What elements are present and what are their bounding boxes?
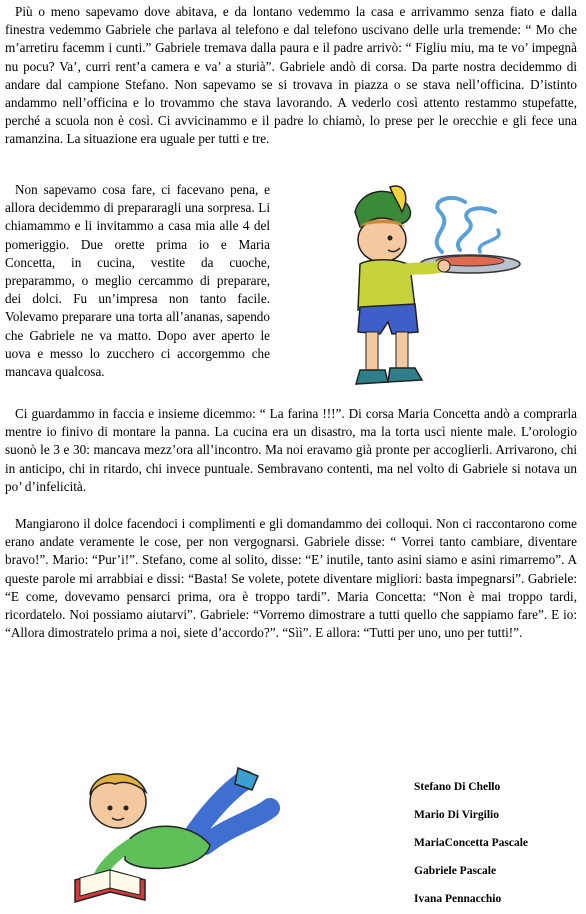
boy-with-plate-illustration <box>330 182 525 400</box>
story-paragraph-4: Mangiarono il dolce facendoci i complimenti e gli domandammo dei colloqui. Non ci raccontarono come erano andate veramente le cose, per non vergognarsi. Gabriele disse: “ Vorrei tanto cambiare, diventare bravo!”. Mario: “Pur’i!”. Stefano, come al solito, disse: “E’ inutile, tanto asini siamo e asini rimarremo”. A queste parole mi arrabbiai e dissi: “Basta! Se volete, potete diventare migliori: basta impegnarsi”. Gabriele: “E come, dovevamo pensarci prima, ora è troppo tardi”. Maria Concetta: “Non è mai troppo tardi, ricordatelo. Noi possiamo aiutarvi”. Gabriele: “Vorremo dimostrare a tutti quello che sappiamo fare”. E io: “Allora dimostratelo prima a noi, siete d’accordo?”. “Sìì”. E allora: “Tutti per uno, uno per tutti!”. <box>5 516 577 641</box>
author-name: Ivana Pennacchio <box>414 893 502 905</box>
author-name: Stefano Di Chello <box>414 781 501 793</box>
boy-reading-illustration <box>70 750 280 910</box>
story-paragraph-1: Più o meno sapevamo dove abitava, e da lontano vedemmo la casa e arrivammo senza fiato e dalla finestra vedemmo Gabriele che parlava al telefono e dal telefono uscivano delle urla tremende: “ Mo che m’arretiru facemm i cunti.” Gabriele tremava dalla paura e il padre arrivò: “ Figliu miu, ma te vo’ impegnà nu pocu? Va’, curri rent’a camera e va’ a sturià”. Gabriele andò di corsa. Da parte nostra decidemmo di andare dal campione Stefano. Non sapevamo se si trovava in piazza o se stava nell’officina. D’istinto andammo nell’officina e lo trovammo che stava lavorando. A vederlo così attento restammo stupefatte, perché a scuola non è così. Ci avvicinammo e il padre lo chiamò, lo prese per le orecchie e gli fece una ramanzina. La situazione era uguale per tutti e tre. <box>5 4 577 147</box>
author-name: Mario Di Virgilio <box>414 809 499 821</box>
author-name: MariaConcetta Pascale <box>414 837 529 849</box>
author-name: Gabriele Pascale <box>414 865 497 877</box>
story-paragraph-2: Non sapevamo cosa fare, ci facevano pena, e allora decidemmo di prepararagli una sorpresa. Li chiamammo e li invitammo a casa mia alle 4 del pomeriggio. Due orette prima io e Maria Concetta, in cucina, vestite da cuoche, preparammo, o meglio cercammo di preparare, dei dolci. Fu un’impresa non tanto facile. Volevamo preparare una torta all’ananas, sapendo che Gabriele ne va matto. Dopo aver aperto le uova e messo lo zucchero ci accorgemmo che mancava qualcosa. <box>5 182 270 380</box>
authors-list <box>414 773 528 913</box>
story-paragraph-3: Ci guardammo in faccia e insieme dicemmo: “ La farina !!!”. Di corsa Maria Concetta andò a comprarla mentre io finivo di montare la panna. La cucina era un disastro, ma la torta uscì niente male. L’orologio suonò le 3 e 30: mancava mezz’ora all’incontro. Ma noi eravamo già pronte per accoglierli. Arrivarono, chi in anticipo, chi in ritardo, chi invece puntuale. Sembravano contenti, ma nel volto di Gabriele si notava un po’ d’infelicità. <box>5 406 577 494</box>
